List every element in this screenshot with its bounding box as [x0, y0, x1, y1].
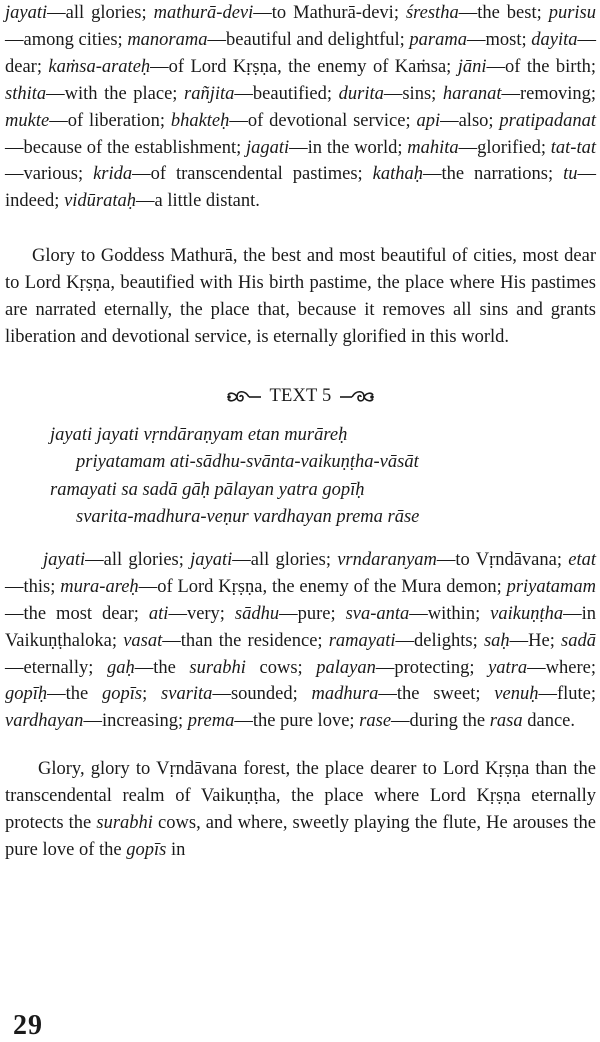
page-number: 29: [13, 1010, 43, 1041]
word-gloss-text-4: jayati—all glories; mathurā-devi—to Mathurā-devi; śrestha—the best; purisu—among cities; manorama—beautiful and delightful; parama—most; dayita—dear; kaṁsa-arateḥ—of Lord Kṛṣṇa, the enemy of Kaṁsa; jāni—of the birth; sthita—with the place; rañjita—beautified; durita—sins; haranat—removing; mukte—of liberation; bhakteḥ—of devotional service; api—also; pratipadanat—because of the establishment; jagati—in the world; mahita—glorified; tat-tat—various; krida—of transcendental pastimes; kathaḥ—the narrations; tu—indeed; vidūrataḥ—a little distant.: [5, 3, 597, 212]
verse-line-1: jayati jayati vṛndāraṇyam etan murāreḥ: [50, 424, 348, 445]
word-gloss-text-5: jayati—all glories; jayati—all glories; vrndaranyam—to Vṛndāvana; etat—this; mura-areḥ—of Lord Kṛṣṇa, the enemy of the Mura demon; priyatamam—the most dear; ati—very; sādhu—pure; sva-anta—within; vaikuṇṭha—in Vaikuṇṭhaloka; vasat—than the residence; ramayati—delights; saḥ—He; sadā—eternally; gaḥ—the surabhi cows; palayan—protecting; yatra—where; gopīḥ—the gopīs; svarita—sounded; madhura—the sweet; venuḥ—flute; vardhayan—increasing; prema—the pure love; rase—during the rasa dance.: [5, 549, 597, 732]
translation-text-4: Glory to Goddess Mathurā, the best and most beautiful of cities, most dear to Lord Kṛṣṇa, beautified with His birth pastime, the place where His pastimes are narrated eternally, the place that, because it removes all sins and grants liberation and devotional service, is eternally glorified in this world.: [5, 246, 596, 347]
text-number-heading: TEXT 5: [269, 386, 332, 407]
sanskrit-verse: [50, 422, 596, 532]
verse-line-3: ramayati sa sadā gāḥ pālayan yatra gopīḥ: [50, 479, 365, 500]
section-heading: [5, 381, 596, 413]
verse-line-2: priyatamam ati-sādhu-svānta-vaikuṇṭha-vāsāt: [76, 452, 419, 473]
right-ornament-icon: [338, 386, 376, 408]
left-ornament-icon: [225, 386, 263, 408]
verse-line-4: svarita-madhura-veṇur vardhayan prema rāse: [76, 507, 420, 528]
translation-text-5: Glory, glory to Vṛndāvana forest, the place dearer to Lord Kṛṣṇa than the transcendental realm of Vaikuṇṭha, the place where Lord Kṛṣṇa eternally protects the surabhi cows, and where, sweetly playing the flute, He arouses the pure love of the gopīs in: [5, 759, 596, 860]
